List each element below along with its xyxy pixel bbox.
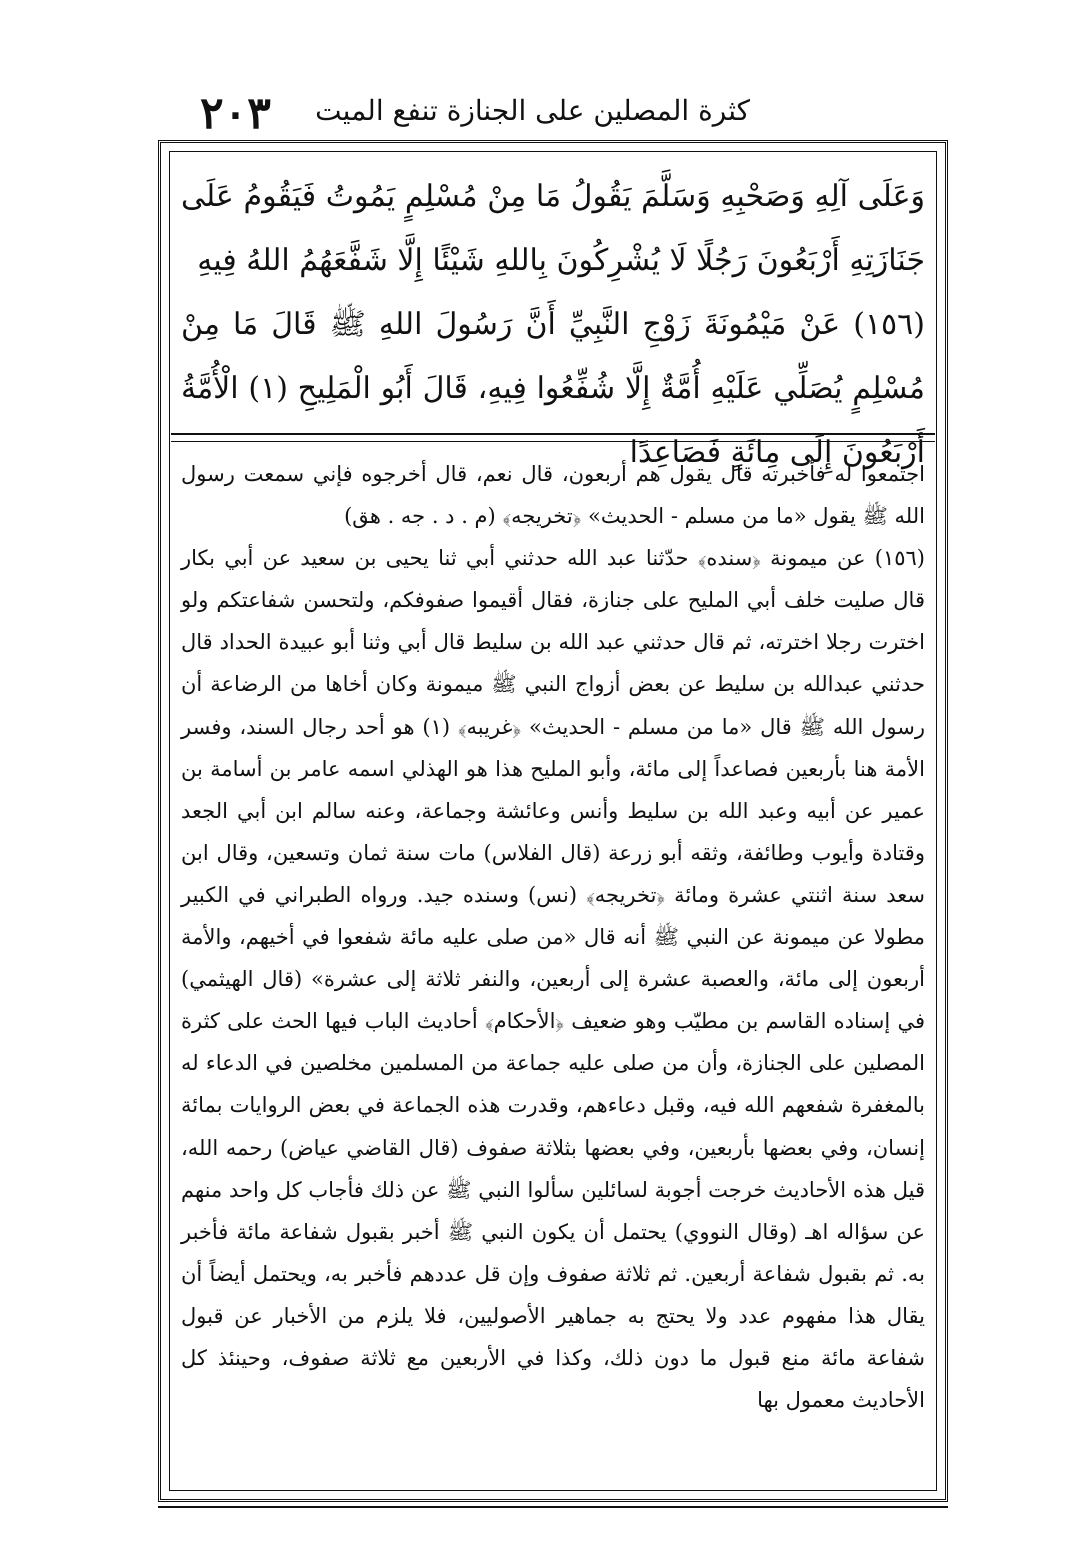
running-title: كثرة المصلين على الجنازة تنفع الميت	[315, 94, 750, 127]
commentary	[181, 453, 925, 1421]
text-separator	[171, 433, 935, 442]
page-header	[160, 88, 950, 138]
commentary-paragraph-1: اجتمعوا له فأخبرته قال يقول هم أربعون، قال نعم، قال أخرجوه فإني سمعت رسول الله ﷺ يقول «ما من مسلم - الحديث» ﴿تخريجه﴾ (م . د . جه . هق)	[181, 462, 925, 529]
matn-line-2: (١٥٦) عَنْ مَيْمُونَةَ زَوْجِ النَّبِيِّ أَنَّ رَسُولَ اللهِ ﷺ قَالَ مَا مِنْ مُسْلِمٍ يُصَلِّي عَلَيْهِ أُمَّةٌ إِلَّا شُفِّعُوا فِيهِ، قَالَ أَبُو الْمَلِيحِ (١) الْأُمَّةُ أَرْبَعُونَ إِلَى مِائَةٍ فَصَاعِدًا	[181, 307, 925, 470]
commentary-paragraph-2: (١٥٦) عن ميمونة ﴿سنده﴾ حدّثنا عبد الله حدثني أبي ثنا يحيى بن سعيد عن أبي بكار قال صليت خلف أبي المليح على جنازة، فقال أقيموا صفوفكم، ولتحسن شفاعتكم ولو اخترت رجلا اخترته، ثم قال حدثني عبد الله بن سليط قال أبي وثنا أبو عبيدة الحداد قال حدثني عبدالله بن سليط عن بعض أزواج النبي ﷺ ميمونة وكان أخاها من الرضاعة أن رسول الله ﷺ قال «ما من مسلم - الحديث» ﴿غريبه﴾ (١) هو أحد رجال السند، وفسر الأمة هنا بأربعين فصاعداً إلى مائة، وأبو المليح هذا هو الهذلي اسمه عامر بن أسامة بن عمير عن أبيه وعبد الله بن سليط وأنس وعائشة وجماعة، وعنه سالم ابن أبي الجعد وقتادة وأيوب وطائفة، وثقه أبو زرعة (قال الفلاس) مات سنة ثمان وتسعين، وقال ابن سعد سنة اثنتي عشرة ومائة ﴿تخريجه﴾ (نس) وسنده جيد. ورواه الطبراني في الكبير مطولا عن ميمونة عن النبي ﷺ أنه قال «من صلى عليه مائة شفعوا في أخيهم، والأمة أربعون إلى مائة، والعصبة عشرة إلى أربعين، والنفر ثلاثة إلى عشرة» (قال الهيثمي) في إسناده القاسم بن مطيّب وهو ضعيف ﴿الأحكام﴾ أحاديث الباب فيها الحث على كثرة المصلين على الجنازة، وأن من صلى عليه جماعة من المسلمين مخلصين في الدعاء له بالمغفرة شفعهم الله فيه، وقبل دعاءهم، وقدرت هذه الجماعة في بعض الروايات بمائة إنسان، وفي بعضها بأربعين، وفي بعضها بثلاثة صفوف (قال القاضي عياض) رحمه الله، قيل هذه الأحاديث خرجت أجوبة لسائلين سألوا النبي ﷺ عن ذلك فأجاب كل واحد منهم عن سؤاله اهـ (وقال النووي) يحتمل أن يكون النبي ﷺ أخبر بقبول شفاعة مائة فأخبر به. ثم بقبول شفاعة أربعين. ثم ثلاثة صفوف وإن قل عددهم فأخبر به، ويحتمل أيضاً أن يقال هذا مفهوم عدد ولا يحتج به جماهير الأصوليين، فلا يلزم من الأخبار عن قبول شفاعة مائة منع قبول ما دون ذلك، وكذا في الأربعين مع ثلاثة صفوف، وحينئذ كل الأحاديث معمول بها	[181, 546, 926, 1413]
matn-line-1: وَعَلَى آلِهِ وَصَحْبِهِ وَسَلَّمَ يَقُولُ مَا مِنْ مُسْلِمٍ يَمُوتُ فَيَقُومُ عَلَى جَنَازَتِهِ أَرْبَعُونَ رَجُلًا لَا يُشْرِكُونَ بِاللهِ شَيْئًا إِلَّا شَفَّعَهُمُ اللهُ فِيهِ	[181, 179, 925, 278]
bottom-rule	[158, 1506, 948, 1512]
page-number: ٢٠٣	[200, 88, 271, 139]
page-frame	[158, 140, 948, 1502]
